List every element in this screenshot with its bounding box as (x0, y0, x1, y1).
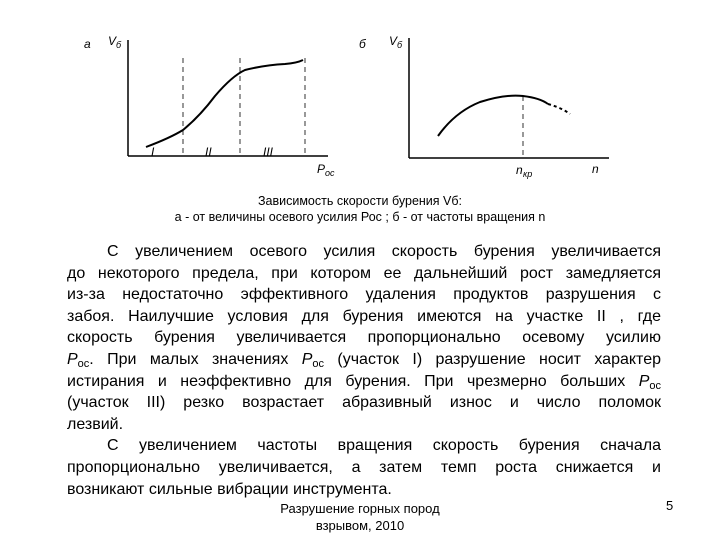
left-zone-1-label: I (151, 145, 155, 159)
right-curve-dashed-end (548, 104, 570, 114)
body-line-6 (67, 349, 661, 371)
body-line-6-a: . При малых значениях (89, 351, 302, 368)
caption-line-2: а - от величины осевого усилия Рос ; б - от частоты вращения n (174, 210, 546, 224)
page-number: 5 (666, 498, 674, 513)
left-y-axis-label: V (108, 34, 117, 48)
right-x-axis-label: n (592, 162, 599, 176)
symbol-p-2-sub: ос (312, 358, 325, 370)
left-y-axis-sub: б (116, 40, 122, 50)
body-line-4: забоя. Наилучшие условия для бурения имеются на участке II , где (67, 307, 661, 325)
left-x-axis-sub: ос (325, 168, 335, 178)
body-line-7 (67, 371, 661, 393)
body-line-12: возникают сильные вибрации инструмента. (67, 480, 392, 498)
right-y-axis-sub: б (397, 40, 403, 50)
symbol-p-3-sub: ос (649, 379, 661, 392)
body-line-8: (участок III) резко возрастает абразивный износ и число поломок (67, 394, 661, 412)
left-curve (146, 60, 303, 147)
right-panel-letter: б (359, 37, 366, 51)
right-y-axis-label: V (389, 34, 398, 48)
footer-line-2: взрывом, 2010 (315, 518, 405, 533)
body-line-6-b: (участок I) разрушение носит характер (324, 351, 662, 368)
footer-line-1: Разрушение горных пород (280, 501, 440, 516)
body-line-7-a: истирания и неэффективно для бурения. При чрезмерно больших (67, 372, 639, 390)
body-line-1: С увеличением осевого усилия скорость бурения увеличивается (107, 243, 661, 260)
body-line-3: из-за недостаточно эффективного удаления продуктов разрушения с (67, 286, 661, 304)
left-panel-letter: а (84, 37, 91, 51)
body-line-11: пропорционально увеличивается, а затем темп роста снижается и (67, 459, 661, 476)
symbol-p: P (67, 351, 78, 368)
left-zone-2-label: II (205, 145, 212, 159)
figure-drilling-speed (0, 0, 720, 195)
symbol-p-2: P (301, 351, 313, 368)
body-line-5: скорость бурения увеличивается пропорционально осевому усилию (67, 329, 661, 347)
body-line-2: до некоторого предела, при котором ее дальнейший рост замедляется (67, 264, 661, 282)
right-curve (438, 96, 548, 136)
caption-line-1: Зависимость скорости бурения Vб: (257, 194, 462, 208)
symbol-p-3: P (638, 372, 650, 390)
right-marker-label: n (516, 163, 523, 177)
left-x-axis-label: P (317, 162, 326, 176)
body-line-9: лезвий. (67, 415, 124, 433)
right-marker-sub: кр (523, 169, 533, 179)
body-line-10: С увеличением частоты вращения скорость бурения сначала (107, 437, 661, 455)
left-zone-3-label: III (263, 145, 274, 159)
symbol-p-sub: ос (77, 358, 90, 370)
